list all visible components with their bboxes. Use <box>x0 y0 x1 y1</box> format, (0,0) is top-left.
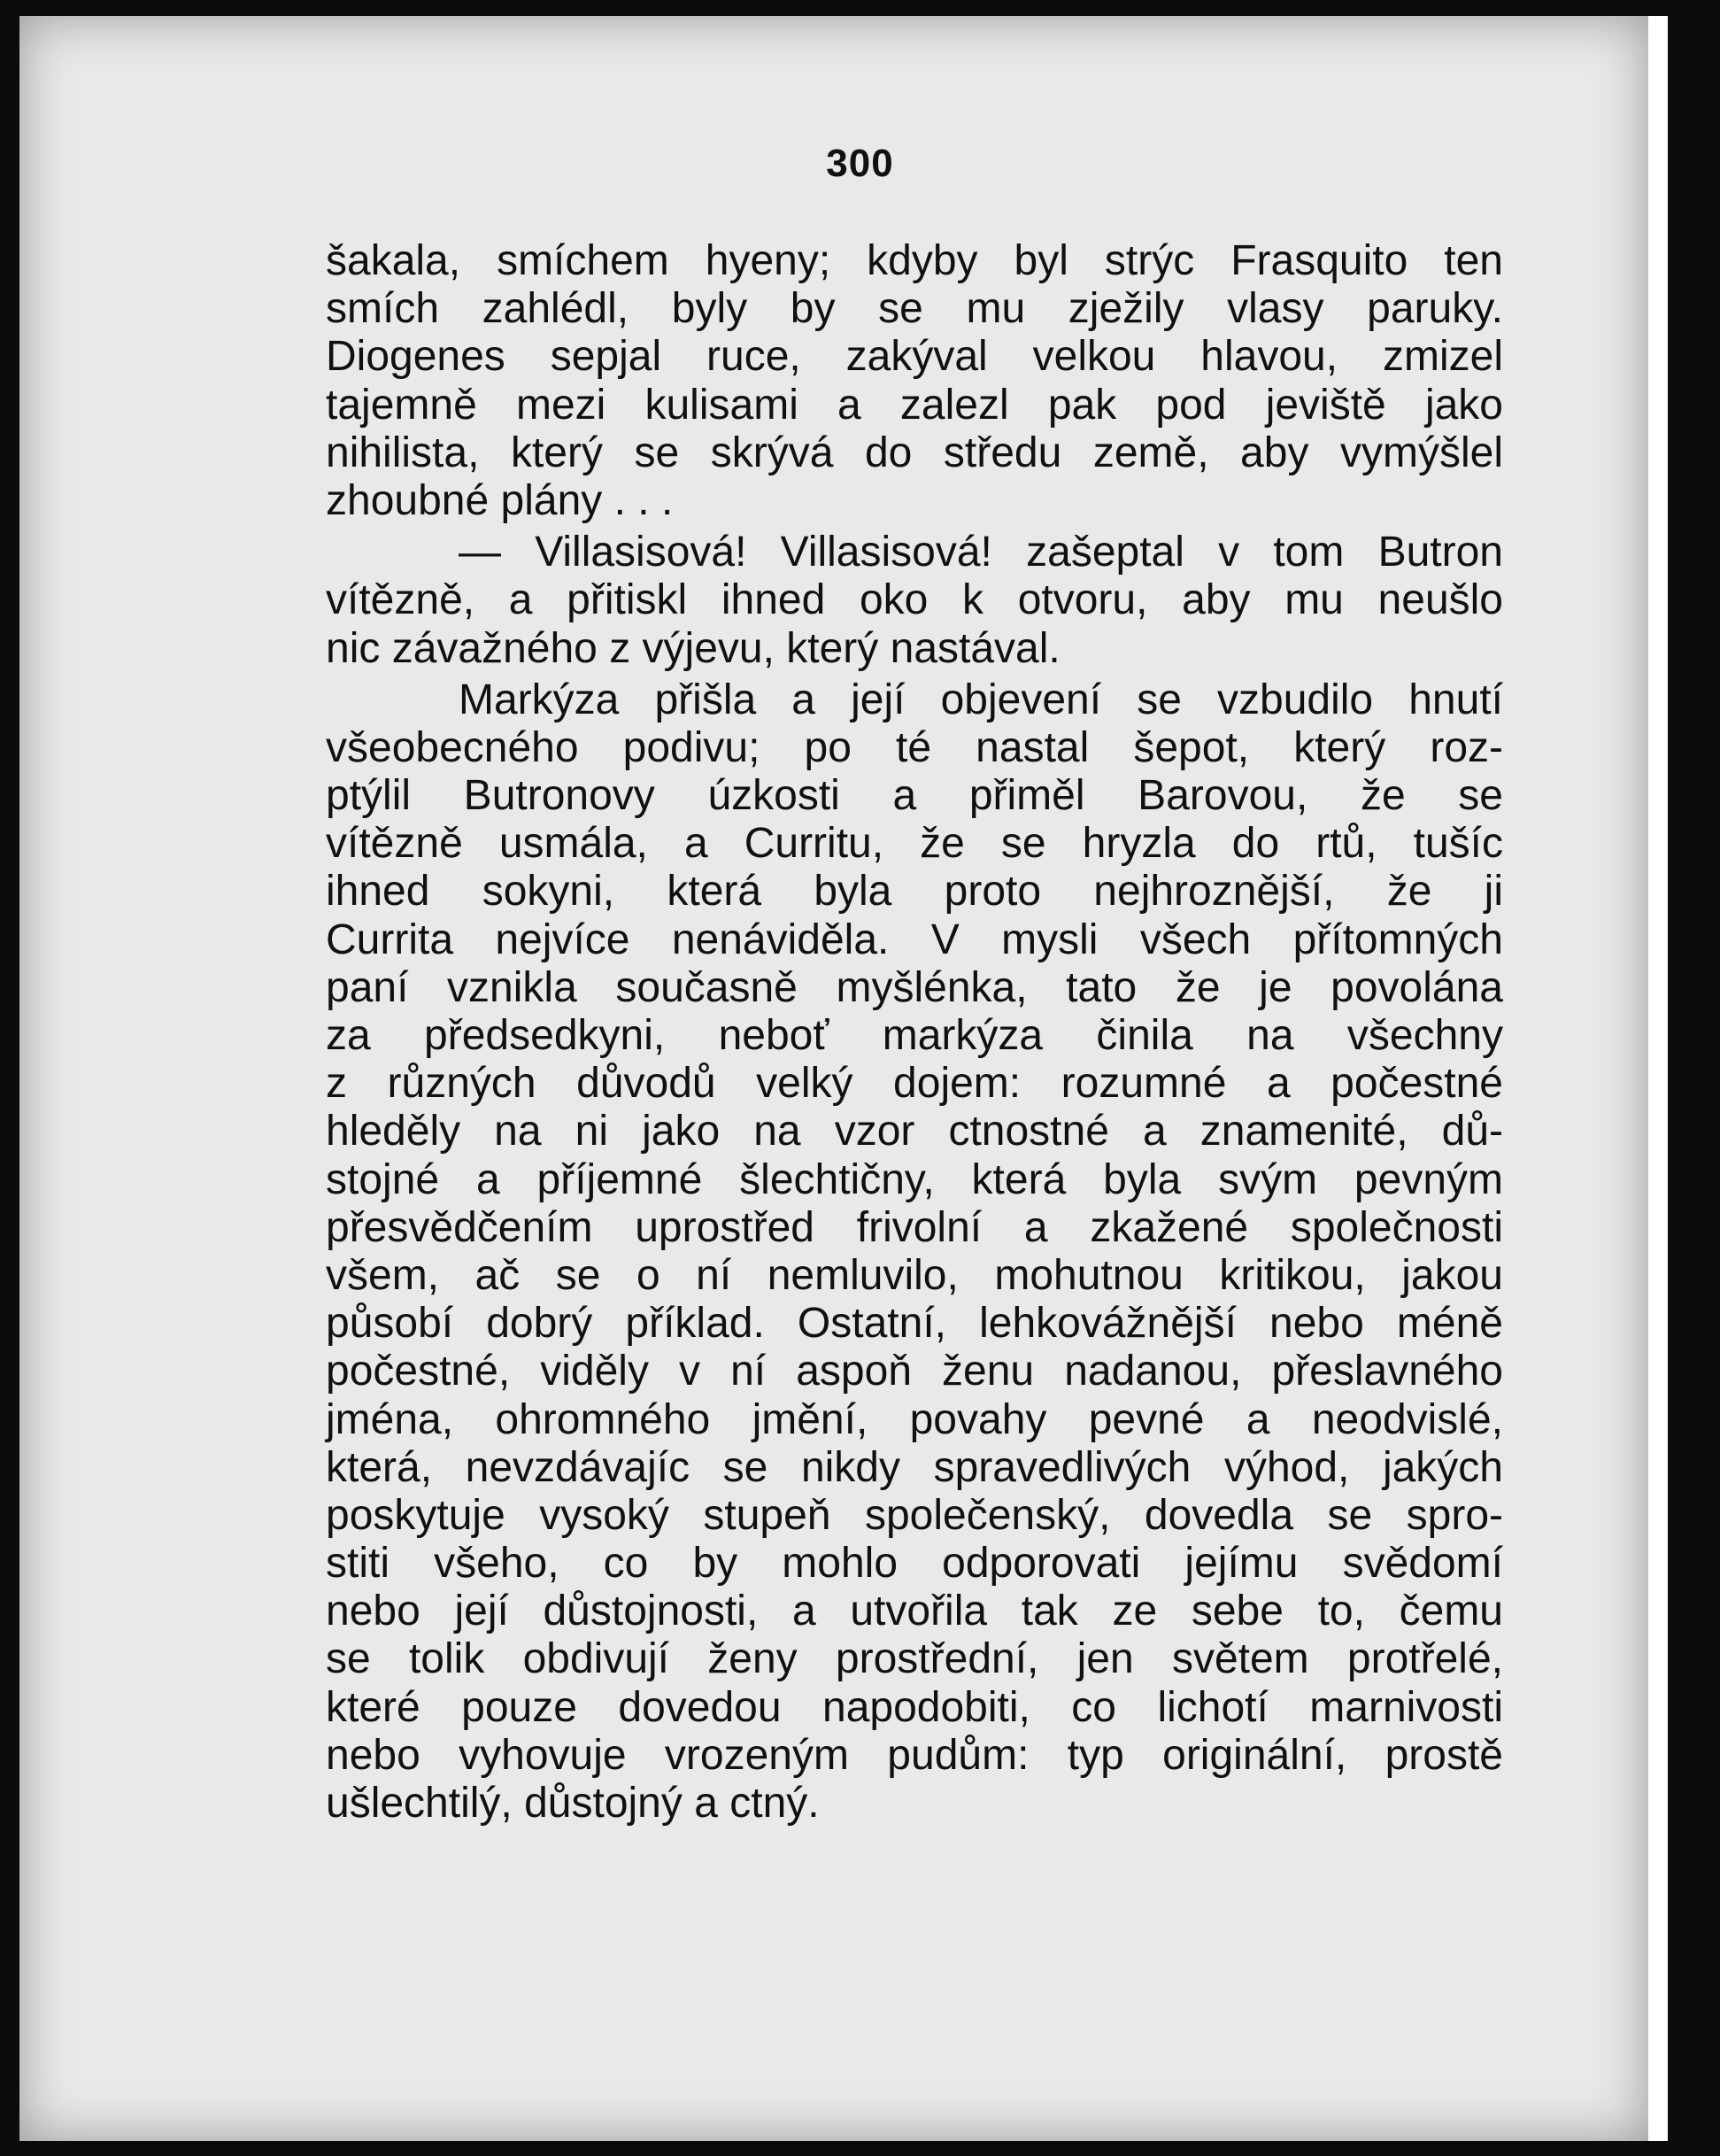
text-line: které pouze dovedou napodobiti, co lichotí marnivosti <box>326 1683 1503 1731</box>
text-line: hleděly na ni jako na vzor ctnostné a znamenité, dů- <box>326 1108 1503 1155</box>
text-line: nic závažného z výjevu, který nastával. <box>326 624 1061 672</box>
text-line: šakala, smíchem hyeny; kdyby byl strýc Frasquito ten <box>326 237 1503 284</box>
text-line: jména, ohromného jmění, povahy pevné a neodvislé, <box>326 1395 1503 1443</box>
text-line: smích zahlédl, byly by se mu zježily vlasy paruky. <box>326 285 1503 333</box>
text-line: — Villasisová! Villasisová! zašeptal v tom Butron <box>459 529 1503 576</box>
text-line: zhoubné plány . . . <box>326 476 674 524</box>
text-line: vítězně, a přitiskl ihned oko k otvoru, aby mu neušlo <box>326 576 1503 624</box>
text-line: za předsedkyni, neboť markýza činila na všechny <box>326 1012 1503 1059</box>
text-line: ihned sokyni, která byla proto nejhroznější, že ji <box>326 868 1503 916</box>
text-line: všeobecného podivu; po té nastal šepot, který roz- <box>326 723 1503 771</box>
paragraph-1 <box>326 237 1503 525</box>
text-line: Diogenes sepjal ruce, zakýval velkou hlavou, zmizel <box>326 333 1503 381</box>
text-line: Currita nejvíce nenáviděla. V mysli všech přítomných <box>326 916 1503 963</box>
page-edge <box>1648 16 1668 2141</box>
text-line: působí dobrý příklad. Ostatní, lehkovážnější nebo méně <box>326 1300 1503 1348</box>
text-line: ptýlil Butronovy úzkosti a přiměl Barovou, že se <box>326 772 1503 820</box>
text-line: z různých důvodů velký dojem: rozumné a počestné <box>326 1060 1503 1108</box>
text-line: paní vznikla současně myšlénka, tato že je povolána <box>326 963 1503 1011</box>
text-line: poskytuje vysoký stupeň společenský, dovedla se spro- <box>326 1491 1503 1539</box>
text-line: která, nevzdávajíc se nikdy spravedlivých výhod, jakých <box>326 1443 1503 1491</box>
text-line: ušlechtilý, důstojný a ctný. <box>326 1780 820 1827</box>
text-line: přesvědčením uprostřed frivolní a zkažené společnosti <box>326 1203 1503 1251</box>
text-line: vítězně usmála, a Curritu, že se hryzla do rtů, tušíc <box>326 820 1503 868</box>
text-line: tajemně mezi kulisami a zalezl pak pod jeviště jako <box>326 381 1503 429</box>
text-line: stiti všeho, co by mohlo odporovati jejímu svědomí <box>326 1540 1503 1588</box>
text-line: se tolik obdivují ženy prostřední, jen světem protřelé, <box>326 1635 1503 1683</box>
page-number: 300 <box>826 142 894 185</box>
text-line: nebo její důstojnosti, a utvořila tak ze sebe to, čemu <box>326 1588 1503 1635</box>
text-line: všem, ač se o ní nemluvilo, mohutnou kritikou, jakou <box>326 1251 1503 1299</box>
text-line: stojné a příjemné šlechtičny, která byla svým pevným <box>326 1155 1503 1203</box>
text-line: Markýza přišla a její objevení se vzbudilo hnutí <box>459 676 1503 723</box>
text-line: nihilista, který se skrývá do středu země, aby vymýšlel <box>326 429 1503 476</box>
paragraph-2 <box>326 529 1503 673</box>
text-line: nebo vyhovuje vrozeným pudům: typ originální, prostě <box>326 1731 1503 1779</box>
text-line: počestné, viděly v ní aspoň ženu nadanou, přeslavného <box>326 1348 1503 1395</box>
paragraph-3 <box>326 676 1503 1828</box>
body-text <box>326 237 1503 1828</box>
